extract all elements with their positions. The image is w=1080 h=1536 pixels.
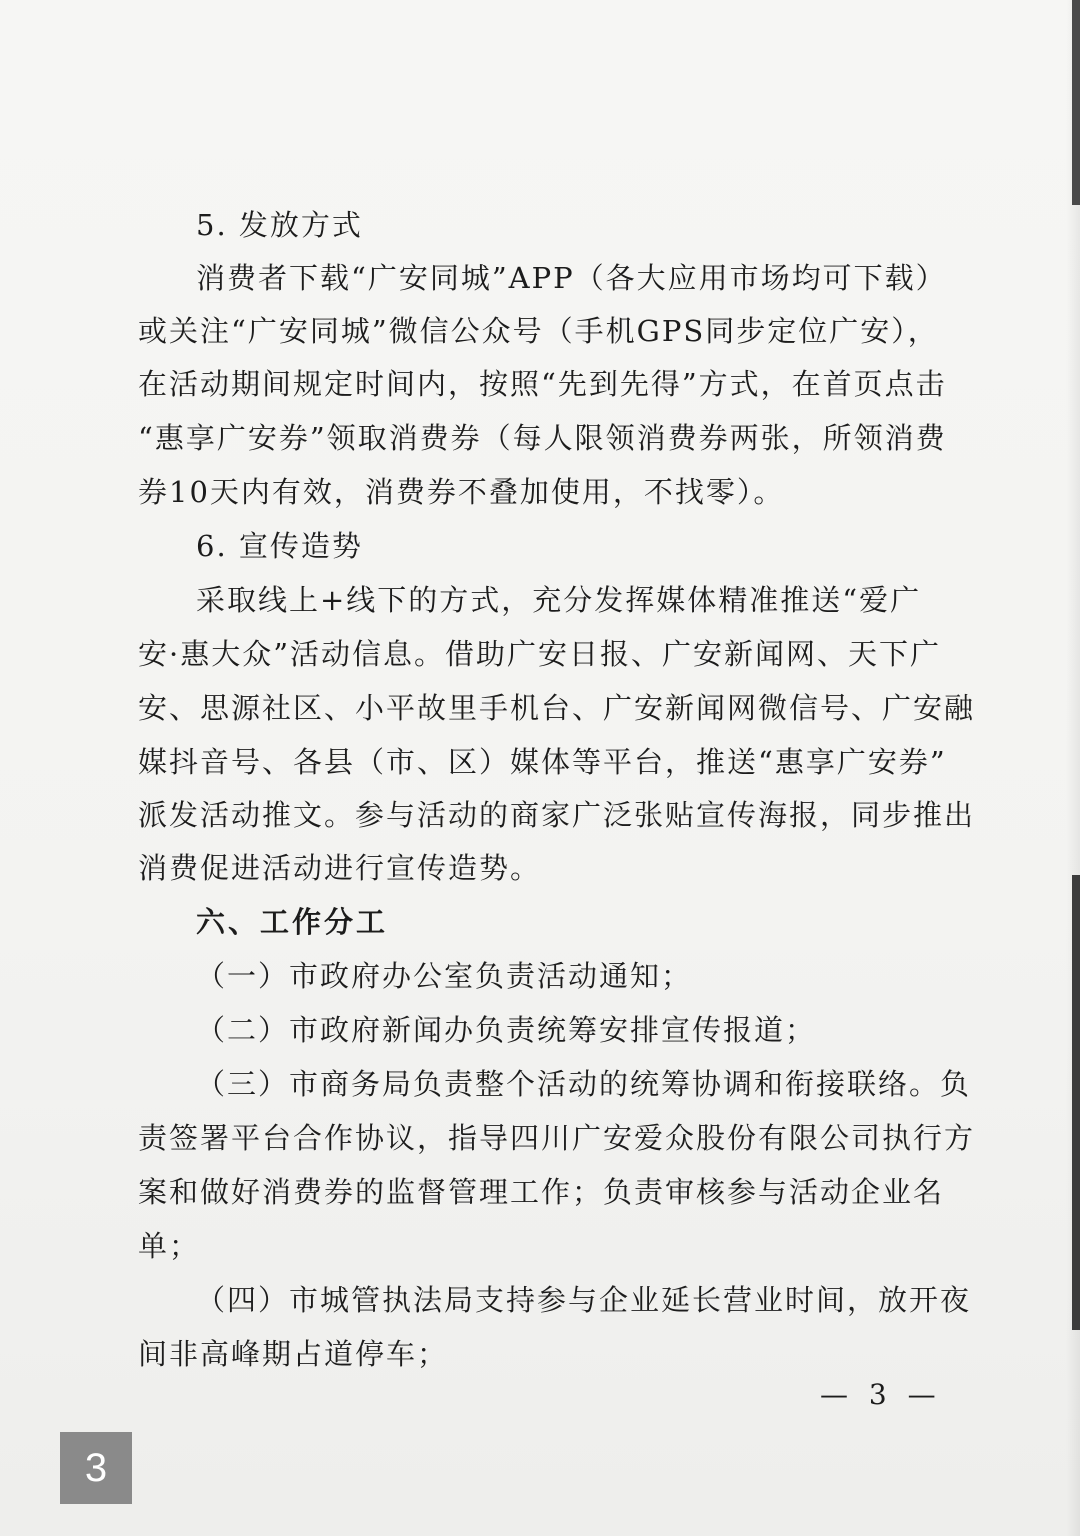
body-line: 媒抖音号、各县（市、区）媒体等平台，推送“惠享广安券”	[138, 745, 947, 779]
page-number: — 3 —	[820, 1378, 942, 1411]
body-line: （四）市城管执法局支持参与企业延长营业时间，放开夜	[196, 1283, 972, 1317]
body-line: （二）市政府新闻办负责统筹安排宣传报道；	[196, 1013, 817, 1047]
body-line: 采取线上+线下的方式，充分发挥媒体精准推送“爱广	[196, 583, 922, 617]
body-line: 消费者下载“广安同城”APP（各大应用市场均可下载）	[196, 261, 947, 295]
body-line: 案和做好消费券的监督管理工作；负责审核参与活动企业名	[138, 1175, 945, 1209]
image-index-badge: 3	[60, 1432, 132, 1504]
body-line: 在活动期间规定时间内，按照“先到先得”方式，在首页点击	[138, 367, 947, 401]
body-line: 派发活动推文。参与活动的商家广泛张贴宣传海报，同步推出	[138, 798, 976, 832]
section-6-heading: 6. 宣传造势	[196, 529, 363, 563]
scan-edge-mark	[1072, 0, 1080, 205]
body-line: 责签署平台合作协议，指导四川广安爱众股份有限公司执行方	[138, 1121, 976, 1155]
body-line: “惠享广安券”领取消费券（每人限领消费券两张，所领消费	[138, 421, 947, 455]
body-line: 或关注“广安同城”微信公众号（手机GPS同步定位广安），	[138, 314, 939, 348]
scan-edge-mark	[1072, 875, 1080, 1330]
body-line: 单；	[138, 1229, 201, 1263]
body-line: （三）市商务局负责整个活动的统筹协调和衔接联络。负	[196, 1067, 972, 1101]
body-line: 安·惠大众”活动信息。借助广安日报、广安新闻网、天下广	[138, 637, 942, 671]
section-5-heading: 5. 发放方式	[196, 208, 363, 242]
body-line: 券10天内有效，消费券不叠加使用，不找零）。	[138, 475, 785, 509]
body-line: 消费促进活动进行宣传造势。	[138, 851, 542, 885]
section-six-heading: 六、工作分工	[196, 905, 389, 939]
body-line: 安、思源社区、小平故里手机台、广安新闻网微信号、广安融	[138, 691, 976, 725]
body-line: 间非高峰期占道停车；	[138, 1337, 449, 1371]
body-line: （一）市政府办公室负责活动通知；	[196, 959, 693, 993]
